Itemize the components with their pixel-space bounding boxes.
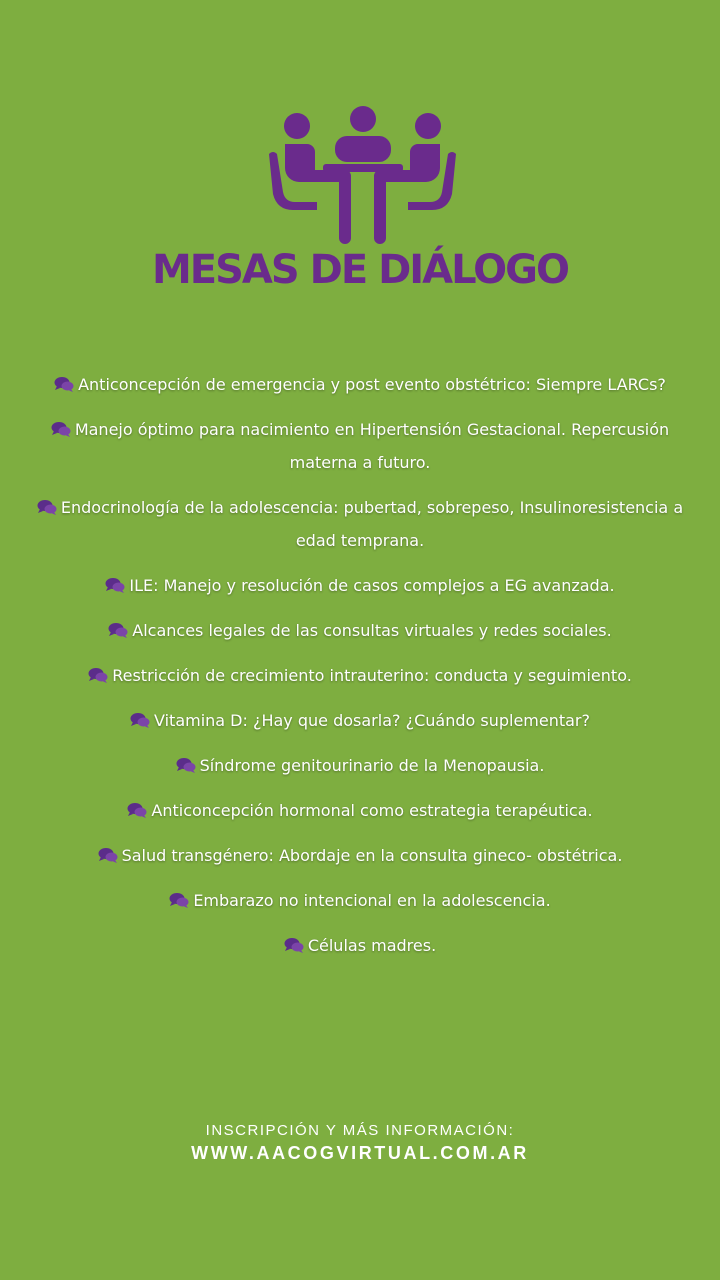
speech-bubbles-icon	[105, 577, 125, 593]
topic-text: Endocrinología de la adolescencia: pubertad, sobrepeso, Insulinoresistencia a edad temprana.	[60, 498, 684, 550]
topic-item	[20, 704, 700, 737]
topic-item	[20, 413, 700, 479]
topic-item	[20, 491, 700, 557]
topic-item	[20, 614, 700, 647]
speech-bubbles-icon	[284, 937, 304, 953]
page-title: MESAS DE DIÁLOGO	[151, 247, 569, 293]
topic-text: Manejo óptimo para nacimiento en Hipertensión Gestacional. Repercusión materna a futuro.	[74, 420, 670, 472]
meeting-table-icon	[265, 104, 460, 244]
topic-item	[20, 749, 700, 782]
topic-text: Células madres.	[307, 936, 437, 955]
speech-bubbles-icon	[98, 847, 118, 863]
speech-bubbles-icon	[88, 667, 108, 683]
topic-text: ILE: Manejo y resolución de casos complejos a EG avanzada.	[129, 576, 615, 595]
topic-list	[20, 368, 700, 974]
speech-bubbles-icon	[127, 802, 147, 818]
topic-text: Alcances legales de las consultas virtuales y redes sociales.	[132, 621, 612, 640]
footer-label: INSCRIPCIÓN Y MÁS INFORMACIÓN:	[205, 1122, 515, 1139]
topic-text: Anticoncepción de emergencia y post evento obstétrico: Siempre LARCs?	[78, 375, 666, 394]
speech-bubbles-icon	[130, 712, 150, 728]
topic-text: Embarazo no intencional en la adolescencia.	[193, 891, 551, 910]
speech-bubbles-icon	[169, 892, 189, 908]
speech-bubbles-icon	[37, 499, 57, 515]
topic-item	[20, 569, 700, 602]
topic-item	[20, 794, 700, 827]
topic-item	[20, 884, 700, 917]
topic-text: Síndrome genitourinario de la Menopausia.	[199, 756, 545, 775]
topic-item	[20, 659, 700, 692]
speech-bubbles-icon	[108, 622, 128, 638]
topic-text: Salud transgénero: Abordaje en la consulta gineco- obstétrica.	[121, 846, 623, 865]
topic-text: Restricción de crecimiento intrauterino: conducta y seguimiento.	[112, 666, 632, 685]
topic-item	[20, 368, 700, 401]
speech-bubbles-icon	[176, 757, 196, 773]
topic-item	[20, 929, 700, 962]
topic-text: Vitamina D: ¿Hay que dosarla? ¿Cuándo suplementar?	[154, 711, 590, 730]
speech-bubbles-icon	[54, 376, 74, 392]
speech-bubbles-icon	[51, 421, 71, 437]
website-link[interactable]: WWW.AACOGVIRTUAL.COM.AR	[191, 1143, 529, 1163]
topic-item	[20, 839, 700, 872]
topic-text: Anticoncepción hormonal como estrategia terapéutica.	[151, 801, 593, 820]
